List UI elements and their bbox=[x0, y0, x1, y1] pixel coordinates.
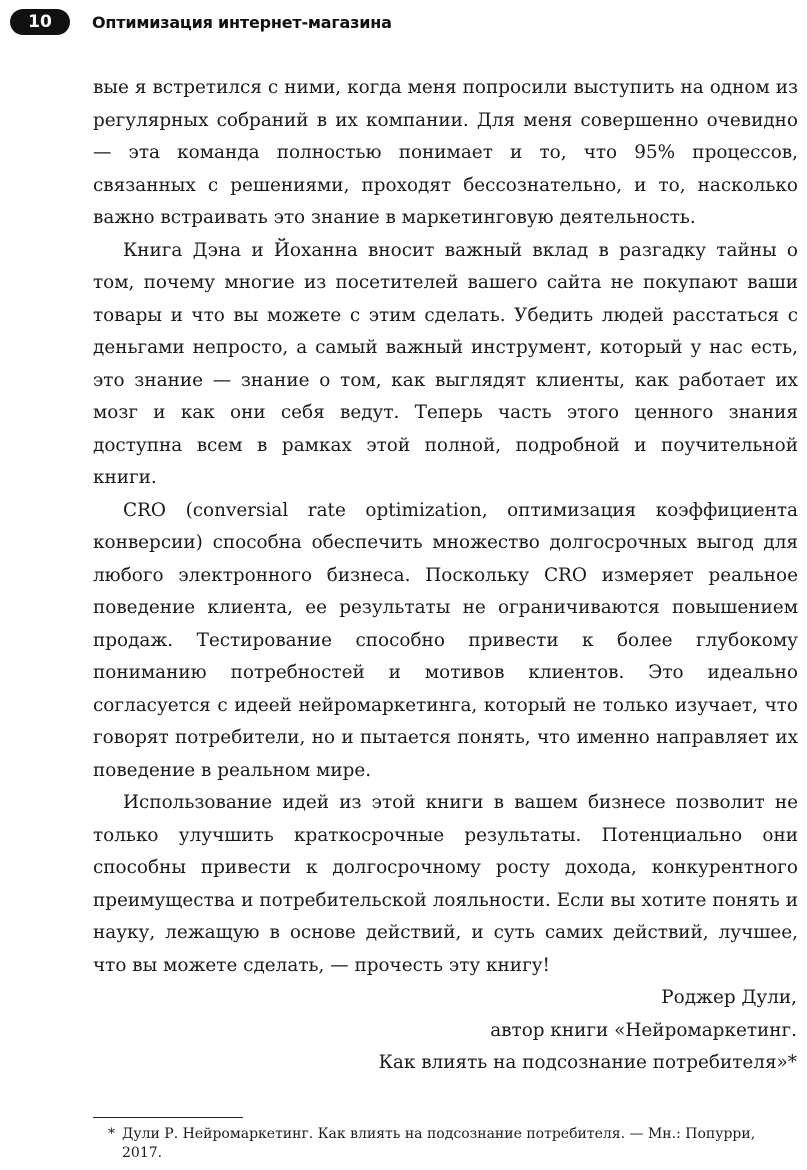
paragraph-3: CRO (conversial rate optimization, оптимизация коэффициента конверсии) способна обеспечить множество долгосрочных выгод для любого электронного бизнеса. Поскольку CRO измеряет реальное поведение клиента, ее результаты не ограничиваются повышением продаж. Тестирование способно привести к более глубокому пониманию потребностей и мотивов клиентов. Это идеально согласуется с идеей нейромаркетинга, который не только изучает, что говорят потребители, но и пытается понять, что именно направляет их поведение в реальном мире. bbox=[93, 499, 798, 781]
paragraph-1: вые я встретился с ними, когда меня попросили выступить на одном из регулярных собраний в их компании. Для меня совершенно очевидно — эта команда полностью понимает и то, что 95% процессов, связанных с решениями, проходят бессознательно, и то, насколько важно встраивать это знание в маркетинговую деятельность. bbox=[93, 77, 798, 228]
page-header bbox=[10, 8, 392, 36]
paragraph-2: Книга Дэна и Йоханна вносит важный вклад в разгадку тайны о том, почему многие из посетителей вашего сайта не покупают ваши товары и что вы можете с этим сделать. Убедить людей расстаться с деньгами непросто, а самый важный инструмент, который у нас есть, это знание — знание о том, как выглядят клиенты, как работает их мозг и как они себя ведут. Теперь часть этого ценного знания доступна всем в рамках этой полной, подробной и поучительной книги. bbox=[93, 239, 798, 488]
signature-block bbox=[92, 982, 797, 1080]
footnote-divider bbox=[93, 1117, 243, 1118]
footnote-text-line-2: 2017. bbox=[122, 1145, 163, 1161]
signature-book-line-2: Как влиять на подсознание потребителя»* bbox=[378, 1052, 797, 1073]
page-number-badge: 10 bbox=[10, 9, 70, 35]
footnote-mark: * bbox=[108, 1126, 115, 1142]
signature-book-line-1: автор книги «Нейромаркетинг. bbox=[490, 1019, 797, 1041]
signature-author: Роджер Дули, bbox=[661, 987, 797, 1008]
running-title: Оптимизация интернет-магазина bbox=[92, 12, 392, 32]
paragraph-4: Использование идей из этой книги в вашем бизнесе позволит не только улучшить краткосрочные результаты. Потенциально они способны привести к долгосрочному росту дохода, конкурентного преимущества и потребительской лояльности. Если вы хотите понять и науку, лежащую в основе действий, и суть самих действий, лучшее, что вы можете сделать, — прочесть эту книгу! bbox=[93, 792, 798, 976]
body-text bbox=[93, 72, 798, 982]
footnote-text-line-1: Дули Р. Нейромаркетинг. Как влиять на подсознание потребителя. — Мн.: Попурри, bbox=[122, 1126, 756, 1142]
footnote bbox=[108, 1125, 798, 1163]
